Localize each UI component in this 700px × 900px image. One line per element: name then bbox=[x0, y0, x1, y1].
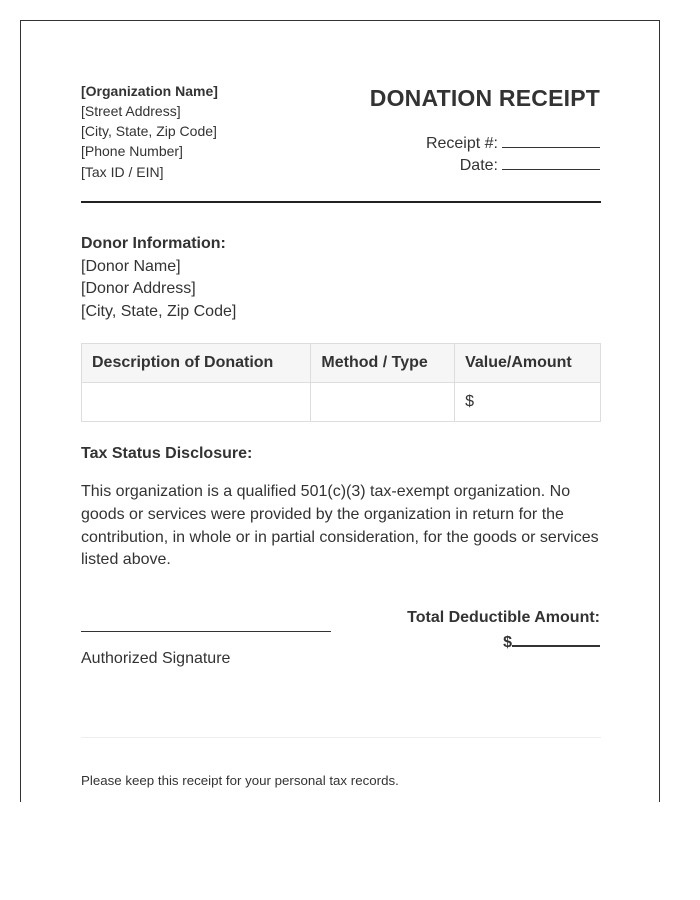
total-deductible-label: Total Deductible Amount: bbox=[407, 609, 600, 626]
column-header-method: Method / Type bbox=[311, 344, 455, 383]
donor-city: [City, State, Zip Code] bbox=[81, 303, 237, 320]
table-header-row bbox=[82, 344, 601, 383]
tax-status-text: This organization is a qualified 501(c)(3) tax-exempt organization. No goods or services were provided by the organization in return for the contribution, in whole or in partial consideration, for the goods or services listed above. bbox=[81, 483, 599, 569]
receipt-date-row bbox=[460, 155, 600, 175]
donor-heading: Donor Information: bbox=[81, 235, 226, 252]
organization-street: [Street Address] bbox=[81, 103, 181, 119]
receipt-date-blank bbox=[502, 155, 600, 170]
total-deductible-amount bbox=[503, 631, 600, 652]
signature-line bbox=[81, 631, 331, 632]
footer-divider bbox=[81, 737, 601, 738]
header-divider bbox=[81, 201, 601, 203]
cell-description bbox=[82, 383, 311, 422]
donation-table bbox=[81, 343, 601, 422]
donor-name: [Donor Name] bbox=[81, 258, 181, 275]
donor-address: [Donor Address] bbox=[81, 280, 196, 297]
cell-value: $ bbox=[455, 383, 601, 422]
table-row bbox=[82, 383, 601, 422]
receipt-number-row bbox=[426, 133, 600, 153]
organization-phone: [Phone Number] bbox=[81, 143, 183, 159]
footer-note: Please keep this receipt for your personal tax records. bbox=[81, 773, 399, 788]
organization-tax-id: [Tax ID / EIN] bbox=[81, 164, 164, 180]
document-title: DONATION RECEIPT bbox=[369, 85, 600, 111]
receipt-number-label: Receipt #: bbox=[425, 135, 498, 152]
receipt-date-label: Date: bbox=[459, 157, 498, 174]
receipt-number-blank bbox=[502, 133, 600, 148]
column-header-description: Description of Donation bbox=[82, 344, 311, 383]
total-currency-symbol: $ bbox=[503, 634, 512, 651]
organization-name: [Organization Name] bbox=[81, 83, 218, 99]
column-header-value: Value/Amount bbox=[455, 344, 601, 383]
organization-city: [City, State, Zip Code] bbox=[81, 123, 217, 139]
tax-status-heading: Tax Status Disclosure: bbox=[81, 445, 253, 462]
total-amount-blank bbox=[512, 631, 600, 647]
signature-label: Authorized Signature bbox=[81, 650, 231, 667]
cell-method bbox=[311, 383, 455, 422]
receipt-page bbox=[20, 20, 660, 802]
